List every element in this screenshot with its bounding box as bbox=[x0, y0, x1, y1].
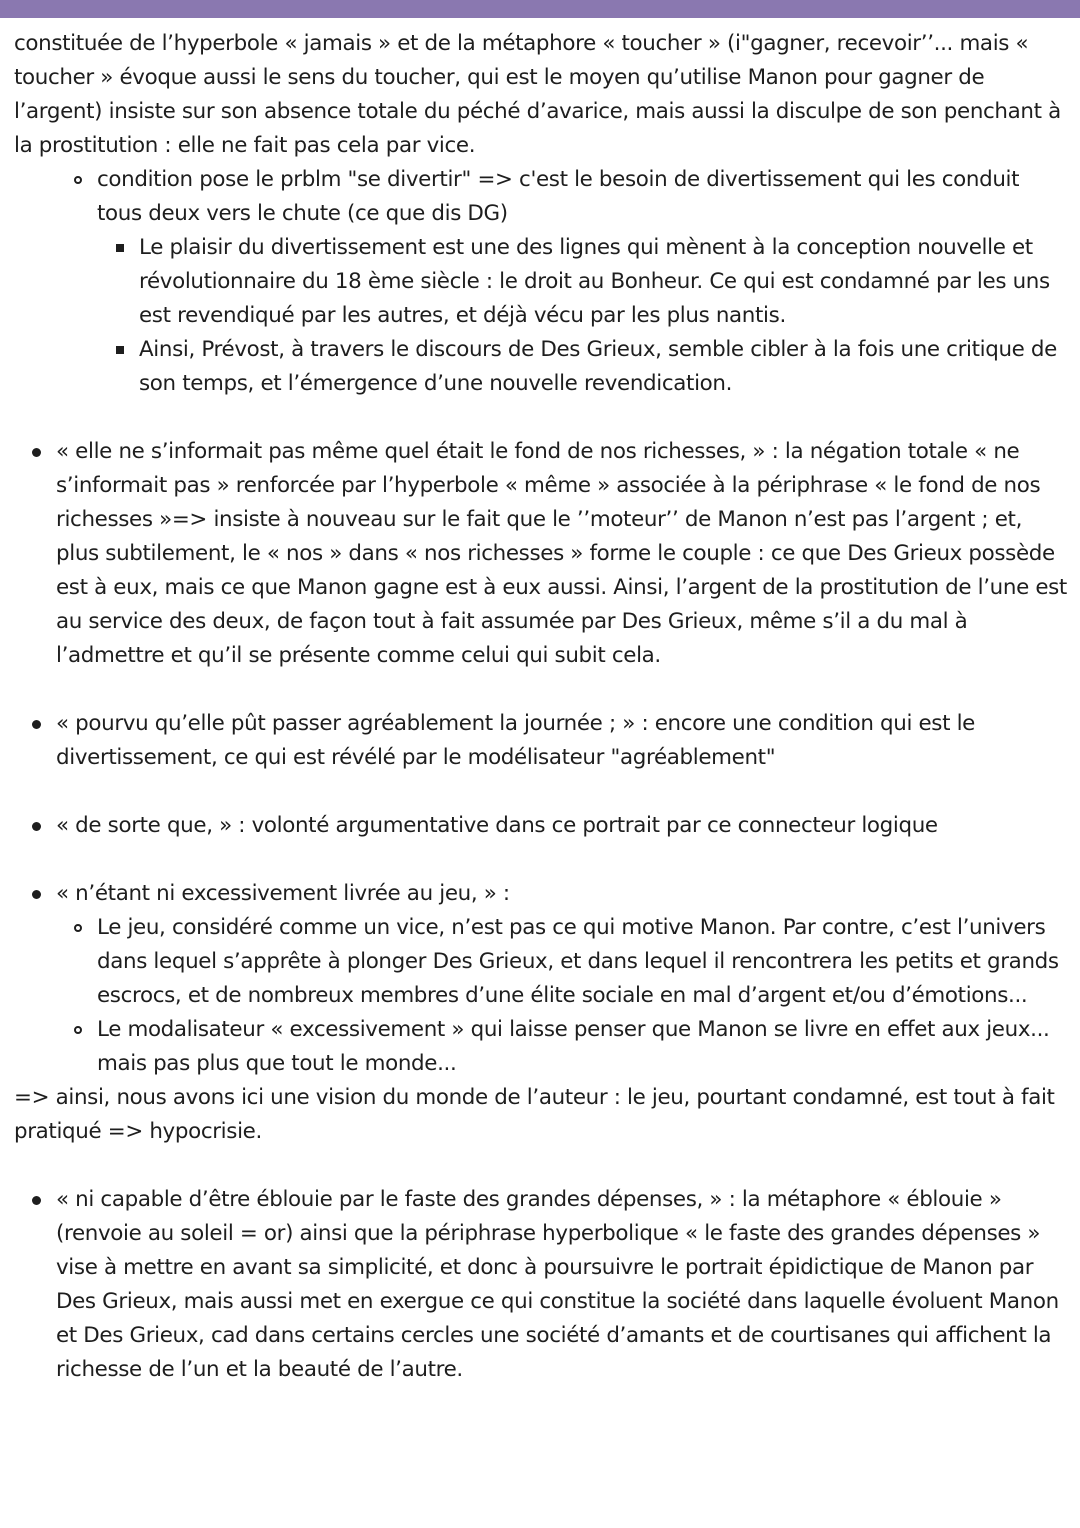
bullet-depenses: « ni capable d’être éblouie par le faste des grandes dépenses, » : la métaphore « éblouie » (renvoie au soleil = or) ainsi que la périphrase hyperbolique « le faste des grandes dépenses » vise à mettre en avant sa simplicité, et donc à poursuivre le portrait épidictique de Manon par Des Grieux, mais aussi met en exergue ce qui constitue la société dans laquelle évoluent Manon et Des Grieux, cad dans certains cercles une société d’amants et de courtisanes qui affichent la richesse de l’un et la beauté de l’autre. bbox=[56, 1183, 1070, 1387]
list-item: Le modalisateur « excessivement » qui laisse penser que Manon se livre en effet aux jeux... mais pas plus que tout le monde... bbox=[97, 1013, 1070, 1081]
list-item: Le jeu, considéré comme un vice, n’est pas ce qui motive Manon. Par contre, c’est l’univers dans lequel s’apprête à plonger Des Grieux, et dans lequel il rencontrera les petits et grands escrocs, et de nombreux membres d’une élite sociale en mal d’argent et/ou d’émotions... bbox=[97, 911, 1070, 1013]
bullet-jeu-text: « n’étant ni excessivement livrée au jeu, » : bbox=[56, 881, 510, 906]
conclusion-paragraph: => ainsi, nous avons ici une vision du monde de l’auteur : le jeu, pourtant condamné, est tout à fait pratiqué => hypocrisie. bbox=[14, 1085, 1055, 1144]
bullet-jeu bbox=[56, 877, 1070, 1081]
list-item: Le plaisir du divertissement est une des lignes qui mènent à la conception nouvelle et révolutionnaire du 18 ème siècle : le droit au Bonheur. Ce qui est condamné par les uns est revendiqué par les autres, et déjà vécu par les plus nantis. bbox=[139, 231, 1070, 333]
document-body bbox=[14, 27, 1070, 1387]
bullet-list-4 bbox=[14, 877, 1070, 1081]
intro-sub-list bbox=[14, 163, 1070, 401]
bullet-list-2 bbox=[14, 707, 1070, 775]
list-item: Ainsi, Prévost, à travers le discours de Des Grieux, semble cibler à la fois une critique de son temps, et l’émergence d’une nouvelle revendication. bbox=[139, 333, 1070, 401]
bullet-list-1 bbox=[14, 435, 1070, 673]
list-item-text: condition pose le prblm "se divertir" => c'est le besoin de divertissement qui les conduit tous deux vers le chute (ce que dis DG) bbox=[97, 167, 1020, 226]
jeu-sub-list bbox=[56, 911, 1070, 1081]
intro-nested-list bbox=[97, 231, 1070, 401]
top-accent-bar bbox=[0, 0, 1080, 18]
bullet-list-5 bbox=[14, 1183, 1070, 1387]
intro-paragraph: constituée de l’hyperbole « jamais » et de la métaphore « toucher » (i"gagner, recevoir’’... mais « toucher » évoque aussi le sens du toucher, qui est le moyen qu’utilise Manon pour gagner de l’argent) insiste sur son absence totale du péché d’avarice, mais aussi la disculpe de son penchant à la prostitution : elle ne fait pas cela par vice. bbox=[14, 31, 1061, 158]
bullet-richesses: « elle ne s’informait pas même quel était le fond de nos richesses, » : la négation totale « ne s’informait pas » renforcée par l’hyperbole « même » associée à la périphrase « le fond de nos richesses »=> insiste à nouveau sur le fait que le ’’moteur’’ de Manon n’est pas l’argent ; et, plus subtilement, le « nos » dans « nos richesses » forme le couple : ce que Des Grieux possède est à eux, mais ce que Manon gagne est à eux aussi. Ainsi, l’argent de la prostitution de l’une est au service des deux, de façon tout à fait assumée par Des Grieux, même s’il a du mal à l’admettre et qu’il se présente comme celui qui subit cela. bbox=[56, 435, 1070, 673]
bullet-list-3 bbox=[14, 809, 1070, 843]
bullet-journee: « pourvu qu’elle pût passer agréablement la journée ; » : encore une condition qui est le divertissement, ce qui est révélé par le modélisateur "agréablement" bbox=[56, 707, 1070, 775]
list-item bbox=[97, 163, 1070, 401]
bullet-sorte: « de sorte que, » : volonté argumentative dans ce portrait par ce connecteur logique bbox=[56, 809, 1070, 843]
